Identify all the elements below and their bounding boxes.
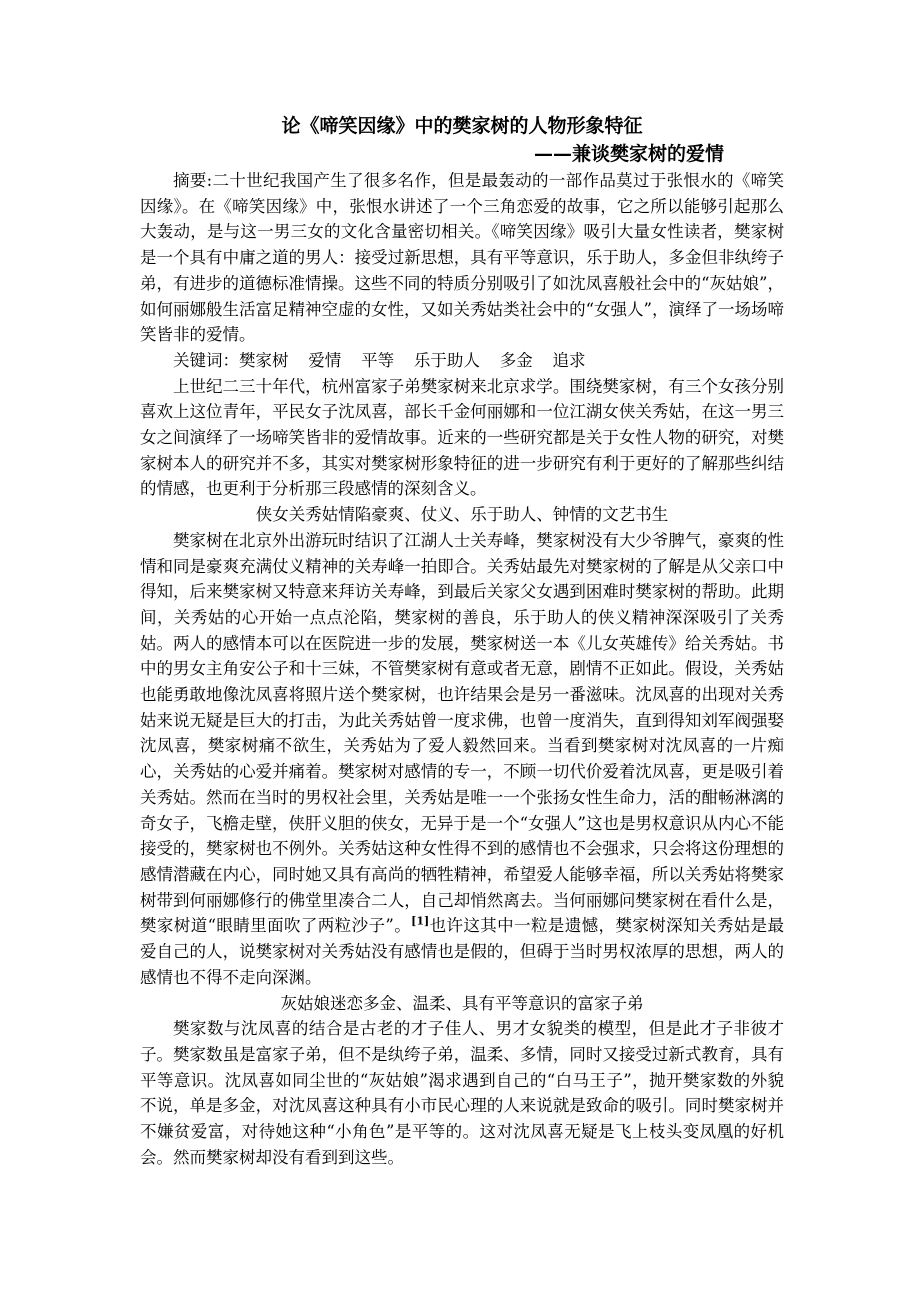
section1-text-part1: 樊家树在北京外出游玩时结识了江湖人士关寿峰，樊家树没有大少爷脾气，豪爽的性情和同是豪爽充满仗义精神的关寿峰一拍即合。关秀姑最先对樊家树的了解是从父亲口中得知，后来樊家树又特意来拜访关寿峰，到最后关家父女遇到困难时樊家树的帮助。此期间，关秀姑的心开始一点点沦陷，樊家树的善良，乐于助人的侠义精神深深吸引了关秀姑。两人的感情本可以在医院进一步的发展，樊家树送一本《儿女英雄传》给关秀姑。书中的男女主角安公子和十三妹，不管樊家树有意或者无意，剧情不正如此。假设，关秀姑也能勇敢地像沈凤喜将照片送个樊家树，也许结果会是另一番滋味。沈凤喜的出现对关秀姑来说无疑是巨大的打击，为此关秀姑曾一度求佛，也曾一度消失，直到得知刘军阀强娶沈凤喜，樊家树痛不欲生，关秀姑为了爱人毅然回来。当看到樊家树对沈凤喜的一片痴心，关秀姑的心爱并痛着。樊家树对感情的专一，不顾一切代价爱着沈凤喜，更是吸引着关秀姑。然而在当时的男权社会里，关秀姑是唯一一个张扬女性生命力，活的酣畅淋漓的奇女子，飞檐走壁，侠肝义胆的侠女，无异于是一个“女强人”这也是男权意识从内心不能接受的，樊家树也不例外。关秀姑这种女性得不到的感情也不会强求，只会将这份理想的感情潜藏在内心，同时她又具有高尚的牺牲精神，希望爱人能够幸福，所以关秀姑将樊家树带到何丽娜修行的佛堂里凑合二人，自己却悄然离去。当何丽娜问樊家树在看什么是，樊家树道“眼睛里面吹了两粒沙子”。 xyxy=(140,530,784,936)
keywords-label: 关键词： xyxy=(173,350,239,370)
keyword-item: 爱情 xyxy=(308,350,342,370)
keyword-item: 多金 xyxy=(499,350,533,370)
footnote-marker: [1] xyxy=(411,914,430,928)
section1-text-part2: 也许这其中一粒是遗憾，樊家树深知关秀姑是最爱自己的人，说樊家树对关秀姑没有感情也是假的，但碍于当时男权浓厚的思想，两人的感情也不得不走向深渊。 xyxy=(140,916,785,987)
keyword-item: 乐于助人 xyxy=(413,350,480,370)
intro-paragraph: 上世纪二三十年代，杭州富家子弟樊家树来北京求学。围绕樊家树，有三个女孩分别喜欢上这位青年，平民女子沈凤喜，部长千金何丽娜和一位江湖女侠关秀姑，在这一男三女之间演绎了一场啼笑皆非的爱情故事。近来的一些研究都是关于女性人物的研究，对樊家树本人的研究并不多，其实对樊家树形象特征的进一步研究有利于更好的了解那些纠结的情感，也更利于分析那三段感情的深刻含义。 xyxy=(140,376,784,499)
document-title: 论《啼笑因缘》中的樊家树的人物形象特征 xyxy=(281,115,643,137)
section1-paragraph xyxy=(140,528,784,991)
keyword-item: 樊家树 xyxy=(239,350,289,370)
section2-paragraph: 樊家数与沈凤喜的结合是古老的才子佳人、男才女貌类的模型，但是此才子非彼才子。樊家数虽是富家子弟，但不是纨绔子弟，温柔、多情，同时又接受过新式教育，具有平等意识。沈凤喜如同尘世的“灰姑娘”渴求遇到自己的“白马王子”，抛开樊家数的外貌不说，单是多金，对沈凤喜这种具有小市民心理的人来说就是致命的吸引。同时樊家树并不嫌贫爱富，对待她这种“小角色”是平等的。这对沈凤喜无疑是飞上枝头变凤凰的好机会。然而樊家树却没有看到到这些。 xyxy=(140,1019,784,1167)
abstract-text: 二十世纪我国产生了很多名作，但是最轰动的一部作品莫过于张恨水的《啼笑因缘》。在《啼笑因缘》中，张恨水讲述了一个三角恋爱的故事，它之所以能够引起那么大轰动，是与这一男三女的文化含量密切相关。《啼笑因缘》吸引大量女性读者，樊家树是一个具有中庸之道的男人：接受过新思想，具有平等意识，乐于助人，多金但非纨绔子弟，有进步的道德标准情操。这些不同的特质分别吸引了如沈凤喜般社会中的“灰姑娘”，如何丽娜般生活富足精神空虚的女性，又如关秀姑类社会中的“女强人”，演绎了一场场啼笑皆非的爱情。 xyxy=(140,171,785,345)
section-heading-shen-fengxi: 灰姑娘迷恋多金、温柔、具有平等意识的富家子弟 xyxy=(280,993,644,1013)
keywords-line xyxy=(140,348,784,374)
section-heading-guan-xiugu: 侠女关秀姑情陷豪爽、仗义、乐于助人、钟情的文艺书生 xyxy=(255,505,669,525)
document-page xyxy=(140,112,784,1170)
keyword-item: 追求 xyxy=(552,350,586,370)
abstract-label: 摘要: xyxy=(173,171,213,190)
abstract-paragraph xyxy=(140,168,784,348)
document-subtitle: ——兼谈樊家树的爱情 xyxy=(533,143,724,165)
keyword-item: 平等 xyxy=(361,350,395,370)
